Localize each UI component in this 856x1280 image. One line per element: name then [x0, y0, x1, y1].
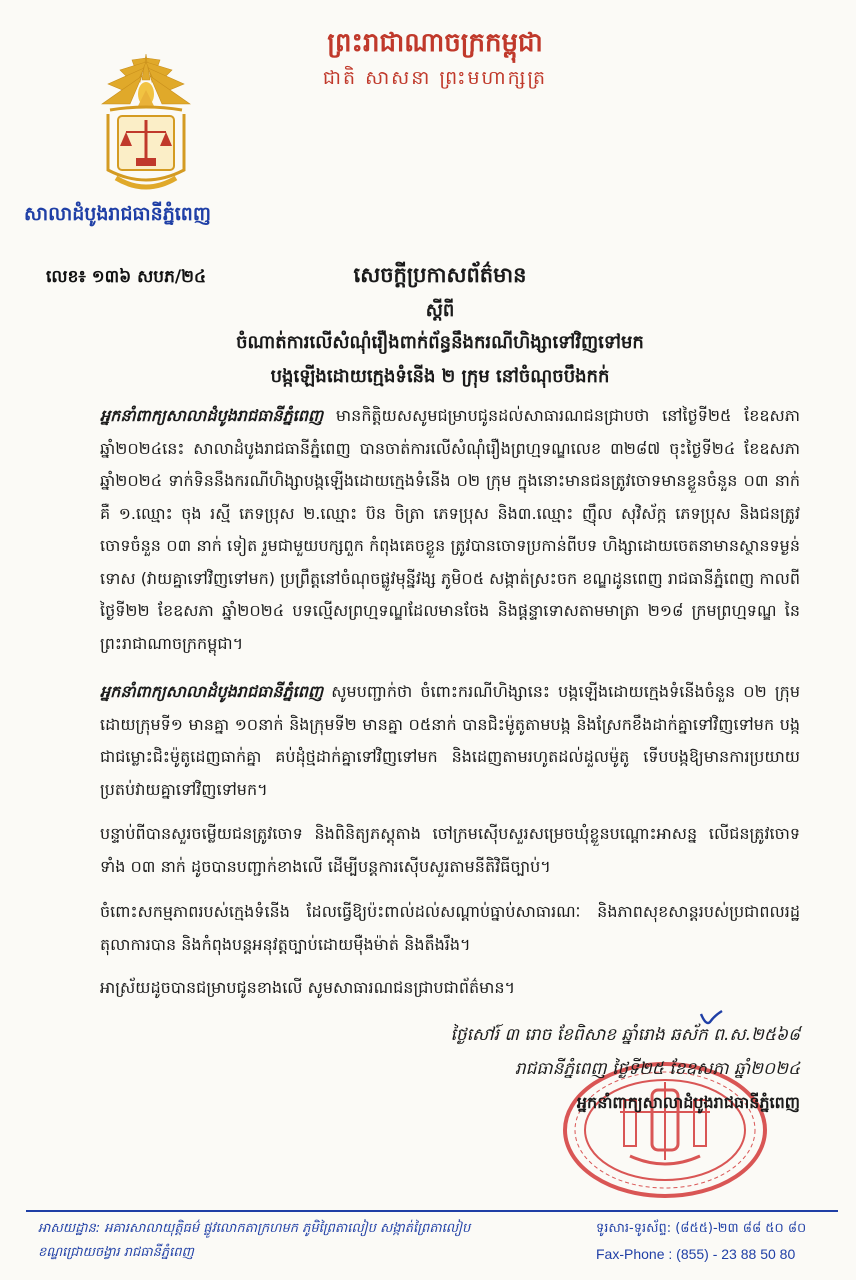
spokesperson-label: អ្នកនាំពាក្យសាលាដំបូងរាជធានីភ្នំពេញ [100, 406, 324, 425]
paragraph-1-text: មានកិត្តិយសសូមជម្រាបជូនដល់សាធារណជនជ្រាបថា នៅថ្ងៃទី២៥ ខែឧសភា ឆ្នាំ២០២៤នេះ សាលាដំបូងរាជធានីភ្នំពេញ បានចាត់ការលើសំណុំរឿងព្រហ្មទណ្ឌលេខ ៣២៨៧ ចុះថ្ងៃទី២៤ ខែឧសភា ឆ្នាំ២០២៤ ទាក់ទិននឹងករណីហិង្សាបង្កឡើងដោយក្មេងទំនើង ០២ ក្រុម ក្នុងនោះមានជនត្រូវចោទមានខ្លួនចំនួន ០៣ នាក់ គឺ ១.ឈ្មោះ ចុង រស្មី ភេទប្រុស ២.ឈ្មោះ ប៊ន ចិត្រា ភេទប្រុស និង៣.ឈ្មោះ ញ៉ឹល សុវិស័ក្ក ភេទប្រុស និងជនត្រូវចោទចំនួន ០៣ នាក់ ទៀត រួមជាមួយបក្សពួក កំពុងគេចខ្លួន ត្រូវបានចោទប្រកាន់ពីបទ ហិង្សាដោយចេតនាមានស្ថានទម្ងន់ទោស (វាយគ្នាទៅវិញទៅមក) ប្រព្រឹត្តនៅចំណុចផ្លូវមុន្នីវង្ស ភូមិ០៥ សង្កាត់ស្រះចក ខណ្ឌដូនពេញ រាជធានីភ្នំពេញ កាលពីថ្ងៃទី២២ ខែឧសភា ឆ្នាំ២០២៤ បទល្មើសព្រហ្មទណ្ឌដែលមានចែង និងផ្តន្ទាទោសតាមមាត្រា ២១៨ ក្រមព្រហ្មទណ្ឌ នៃព្រះរាជាណាចក្រកម្ពុជា។ [100, 406, 800, 653]
national-motto: ជាតិ សាសនា ព្រះមហាក្សត្រ [322, 67, 548, 89]
address-line-2: ខណ្ឌជ្រោយចង្វារ រាជធានីភ្នំពេញ [38, 1245, 194, 1260]
paragraph-5: អាស្រ័យដូចបានជម្រាបជូនខាងលើ សូមសាធារណជនជ្រាបជាព័ត៌មាន។ [100, 978, 516, 997]
spokesperson-label: អ្នកនាំពាក្យសាលាដំបូងរាជធានីភ្នំពេញ [100, 682, 324, 701]
paragraph-4: ចំពោះសកម្មភាពរបស់ក្មេងទំនើង ដែលធ្វើឱ្យប៉ះពាល់ដល់សណ្តាប់ធ្នាប់សាធារណៈ និងភាពសុខសាន្តរបស់ប្រជាពលរដ្ឋ តុលាការបាន និងកំពុងបន្តអនុវត្តច្បាប់ដោយម៉ឺងម៉ាត់ និងតឹងរឹង។ [100, 902, 800, 954]
footer-divider [26, 1210, 838, 1212]
royal-emblem-icon [96, 50, 196, 200]
kingdom-title: ព្រះរាជាណាចក្រកម្ពុជា [327, 28, 543, 58]
subject-line-1: ចំណាត់ការលើសំណុំរឿងពាក់ព័ន្ធនឹងករណីហិង្សាទៅវិញទៅមក [236, 332, 644, 353]
signatory-title: អ្នកនាំពាក្យសាលាដំបូងរាជធានីភ្នំពេញ [576, 1093, 800, 1112]
address-line-1: អាសយដ្ឋាន: អគារសាលាយុត្តិធម៌ ផ្លូវលោកតាក្រហមក ភូមិព្រៃតាលៀប សង្កាត់ព្រៃតាលៀប [38, 1221, 471, 1236]
solar-date: រាជធានីភ្នំពេញ ថ្ងៃទី២៥ ខែឧសភា ឆ្នាំ២០២៤ [514, 1059, 800, 1079]
subject-line-2: បង្កឡើងដោយក្មេងទំនើង ២ ក្រុម នៅចំណុចបឹងកក់ [270, 366, 610, 387]
document-title: សេចក្តីប្រកាសព័ត៌មាន [353, 263, 527, 287]
paragraph-2 [100, 676, 800, 806]
court-name: សាលាដំបូងរាជធានីភ្នំពេញ [24, 203, 211, 225]
reference-number: លេខ៖ ១៣៦ សបភ/២៤ [46, 267, 206, 287]
phone-english: Fax-Phone : (855) - 23 88 50 80 [596, 1246, 796, 1262]
paragraph-2-text: សូមបញ្ជាក់ថា ចំពោះករណីហិង្សានេះ បង្កឡើងដោយក្មេងទំនើងចំនួន ០២ ក្រុម ដោយក្រុមទី១ មានគ្នា ១០នាក់ និងក្រុមទី២ មានគ្នា ០៥នាក់ បានជិះម៉ូតូតាមបង្ក និងស្រែកខឹងដាក់គ្នាទៅវិញទៅមក បង្កជាជម្លោះជិះម៉ូតូដេញធាក់គ្នា គប់ដុំថ្មដាក់គ្នាទៅវិញទៅមក និងដេញតាមរហូតដល់ដួលម៉ូតូ ទើបបង្កឱ្យមានការប្រយាយប្រតប់វាយគ្នាទៅវិញទៅមក។ [100, 682, 800, 799]
document-subtitle: ស្តីពី [425, 300, 455, 321]
phone-khmer: ទូរសារ-ទូរស័ព្ទ: (៨៥៥)-២៣ ៨៨ ៥០ ៨០ [596, 1221, 807, 1236]
paragraph-3: បន្ទាប់ពីបានសួរចម្លើយជនត្រូវចោទ និងពិនិត្យភស្តុតាង ចៅក្រមស៊ើបសួរសម្រេចឃុំខ្លួនបណ្តោះអាសន្ន លើជនត្រូវចោទទាំង ០៣ នាក់ ដូចបានបញ្ជាក់ខាងលើ ដើម្បីបន្តការស៊ើបសួរតាមនីតិវិធីច្បាប់។ [100, 824, 800, 876]
lunar-date: ថ្ងៃសៅរ៍ ៣ រោច ខែពិសាខ ឆ្នាំរោង ឆស័ក ព.ស.២៥៦៨ [450, 1025, 800, 1045]
paragraph-1 [100, 400, 800, 660]
